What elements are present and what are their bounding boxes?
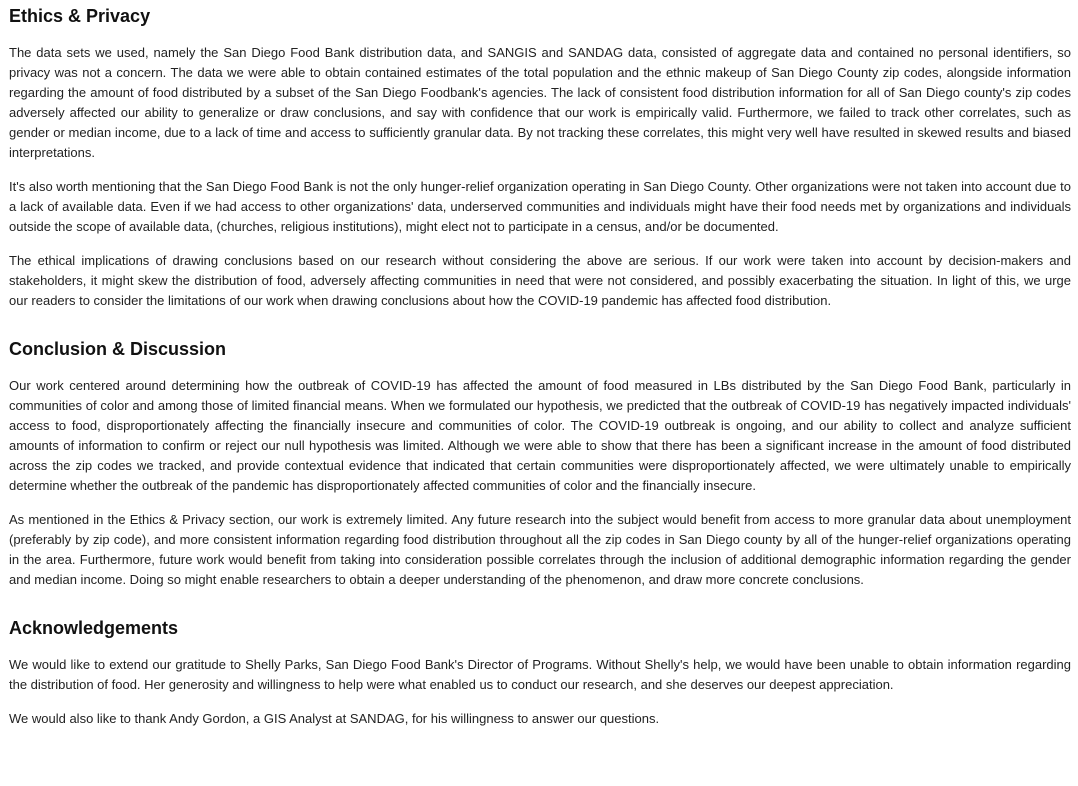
paragraph: We would like to extend our gratitude to Shelly Parks, San Diego Food Bank's Director of Programs. Without Shelly's help, we would have been unable to obtain information regarding the distribution of food. Her generosity and willingness to help were what enabled us to conduct our research, and she deserves our deepest appreciation. <box>9 657 1071 692</box>
paragraph: As mentioned in the Ethics & Privacy section, our work is extremely limited. Any future research into the subject would benefit from access to more granular data about unemployment (preferably by zip code), and more consistent information regarding food distribution throughout all the zip codes in San Diego county by all of the hunger-relief organizations operating in the area. Furthermore, future work would benefit from taking into consideration possible correlates through the inclusion of additional demographic information regarding the gender and median income. Doing so might enable researchers to obtain a deeper understanding of the phenomenon, and draw more concrete conclusions. <box>9 512 1071 587</box>
paragraph: It's also worth mentioning that the San Diego Food Bank is not the only hunger-relief organization operating in San Diego County. Other organizations were not taken into account due to a lack of available data. Even if we had access to other organizations' data, underserved communities and individuals might have their food needs met by organizations and individuals outside the scope of available data, (churches, religious institutions), might elect not to participate in a census, and/or be documented. <box>9 179 1071 234</box>
section-heading-acknowledgements: Acknowledgements <box>9 618 179 638</box>
section-heading-ethics-privacy: Ethics & Privacy <box>9 6 151 26</box>
conclusion-discussion-section <box>9 337 1071 590</box>
paragraph: The data sets we used, namely the San Diego Food Bank distribution data, and SANGIS and SANDAG data, consisted of aggregate data and contained no personal identifiers, so privacy was not a concern. The data we were able to obtain contained estimates of the total population and the ethnic makeup of San Diego County zip codes, alongside information regarding the amount of food distributed by a subset of the San Diego Foodbank's agencies. The lack of consistent food distribution information for all of San Diego county's zip codes adversely affected our ability to generalize or draw conclusions, and say with confidence that our work is empirically valid. Furthermore, we failed to track other correlates, such as gender or median income, due to a lack of time and access to sufficiently granular data. By not tracking these correlates, this might very well have resulted in skewed results and biased interpretations. <box>9 45 1071 160</box>
paragraph: We would also like to thank Andy Gordon, a GIS Analyst at SANDAG, for his willingness to answer our questions. <box>9 711 660 726</box>
section-heading-conclusion-discussion: Conclusion & Discussion <box>9 339 227 359</box>
ethics-privacy-section <box>9 4 1071 311</box>
paragraph: Our work centered around determining how the outbreak of COVID-19 has affected the amount of food measured in LBs distributed by the San Diego Food Bank, particularly in communities of color and among those of limited financial means. When we formulated our hypothesis, we predicted that the outbreak of COVID-19 has negatively impacted individuals' access to food, disproportionately affecting the financially insecure and communities of color. The COVID-19 outbreak is ongoing, and our ability to collect and analyze sufficient amounts of information to confirm or reject our null hypothesis was limited. Although we were able to show that there has been a significant increase in the amount of food distributed across the zip codes we tracked, and provide contextual evidence that indicated that certain communities were disproportionately affected, we were ultimately unable to empirically determine whether the outbreak of the pandemic has disproportionately affected communities of color and the financially insecure. <box>9 378 1071 493</box>
acknowledgements-section <box>9 616 1071 729</box>
paragraph: The ethical implications of drawing conclusions based on our research without considering the above are serious. If our work were taken into account by decision-makers and stakeholders, it might skew the distribution of food, adversely affecting communities in need that were not considered, and possibly exacerbating the situation. In light of this, we urge our readers to consider the limitations of our work when drawing conclusions about how the COVID-19 pandemic has affected food distribution. <box>9 253 1071 308</box>
